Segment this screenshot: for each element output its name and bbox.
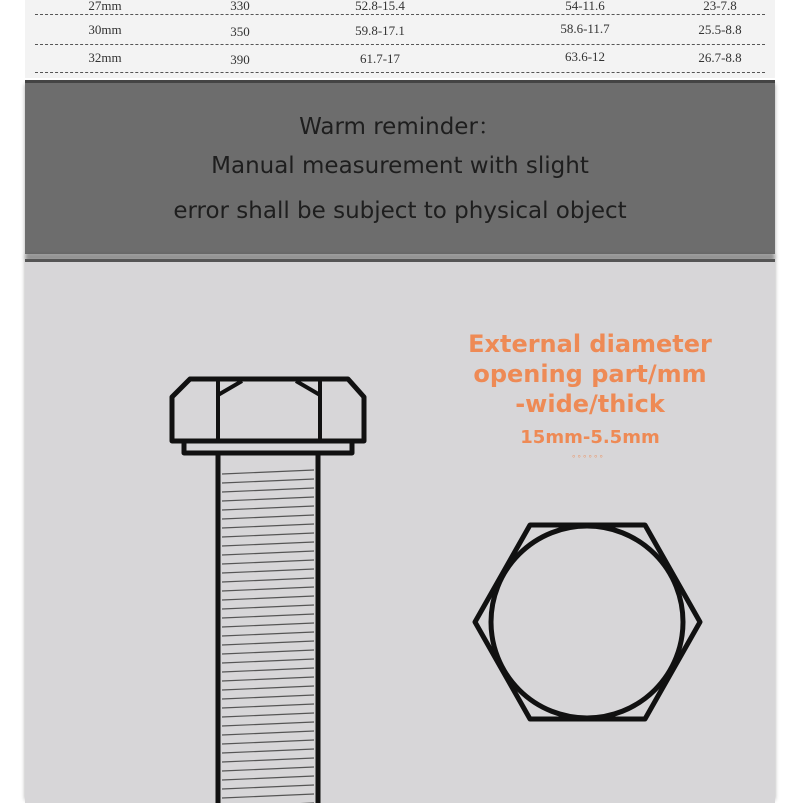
cell-col4: 58.6-11.7 — [560, 21, 610, 36]
thread-line — [222, 596, 314, 600]
diameter-callout — [450, 330, 730, 470]
thread-line — [222, 533, 314, 537]
cell-col5: 23-7.8 — [703, 0, 737, 13]
thread-line — [222, 686, 314, 690]
reminder-line-1: Manual measurement with slight — [211, 153, 589, 179]
thread-line — [222, 569, 314, 573]
cell-opening: 27mm — [88, 0, 122, 13]
callout-spec: 15mm-5.5mm — [520, 427, 660, 448]
thread-line — [222, 524, 314, 528]
thread-line — [222, 587, 314, 591]
thread-line — [222, 614, 314, 618]
thread-line — [222, 632, 314, 636]
reminder-line-2: error shall be subject to physical object — [173, 198, 627, 224]
table-row — [35, 46, 765, 73]
cell-col4: 63.6-12 — [564, 49, 606, 64]
thread-line — [222, 623, 314, 627]
cell-col3: 52.8-15.4 — [355, 0, 405, 13]
bolt-head-outline — [172, 379, 364, 441]
thread-line — [222, 542, 314, 546]
reminder-banner — [25, 80, 775, 254]
table-row — [35, 0, 765, 15]
hex-nut-outline — [475, 525, 700, 719]
size-table — [25, 0, 775, 78]
cell-col3: 59.8-17.1 — [355, 23, 405, 38]
callout-line-3: -wide/thick — [515, 390, 665, 418]
thread-line — [222, 560, 314, 564]
cell-opening: 32mm — [88, 50, 122, 65]
hex-nut-bore — [491, 526, 683, 718]
cell-col5: 25.5-8.8 — [698, 22, 742, 37]
cell-length: 350 — [230, 24, 250, 39]
thread-line — [222, 506, 314, 510]
callout-line-2: opening part/mm — [473, 360, 707, 388]
thread-line — [222, 605, 314, 609]
table-row — [35, 18, 765, 45]
cell-col4: 54-11.6 — [565, 0, 605, 13]
thread-line — [222, 767, 314, 771]
thread-line — [222, 695, 314, 699]
reminder-title: Warm reminder： — [299, 114, 501, 140]
bolt-head-facets — [218, 381, 320, 441]
thread-line — [222, 497, 314, 501]
callout-dots: ﾟﾟﾟﾟﾟﾟ — [572, 454, 608, 467]
cell-length: 330 — [230, 0, 250, 13]
thread-line — [222, 758, 314, 762]
thread-line — [222, 470, 314, 474]
bolt-threads — [222, 470, 314, 803]
thread-line — [222, 731, 314, 735]
thread-line — [222, 479, 314, 483]
thread-line — [222, 677, 314, 681]
thread-line — [222, 704, 314, 708]
thread-line — [222, 740, 314, 744]
thread-line — [222, 776, 314, 780]
cell-length: 390 — [230, 52, 250, 67]
thread-line — [222, 668, 314, 672]
thread-line — [222, 578, 314, 582]
thread-line — [222, 641, 314, 645]
cell-opening: 30mm — [88, 22, 122, 37]
thread-line — [222, 659, 314, 663]
thread-line — [222, 713, 314, 717]
thread-line — [222, 794, 314, 798]
thread-line — [222, 785, 314, 789]
callout-line-1: External diameter — [468, 330, 712, 358]
cell-col3: 61.7-17 — [359, 51, 401, 66]
thread-line — [222, 650, 314, 654]
cell-col5: 26.7-8.8 — [698, 50, 742, 65]
thread-line — [222, 722, 314, 726]
thread-line — [222, 551, 314, 555]
thread-line — [222, 515, 314, 519]
thread-line — [222, 488, 314, 492]
thread-line — [222, 749, 314, 753]
